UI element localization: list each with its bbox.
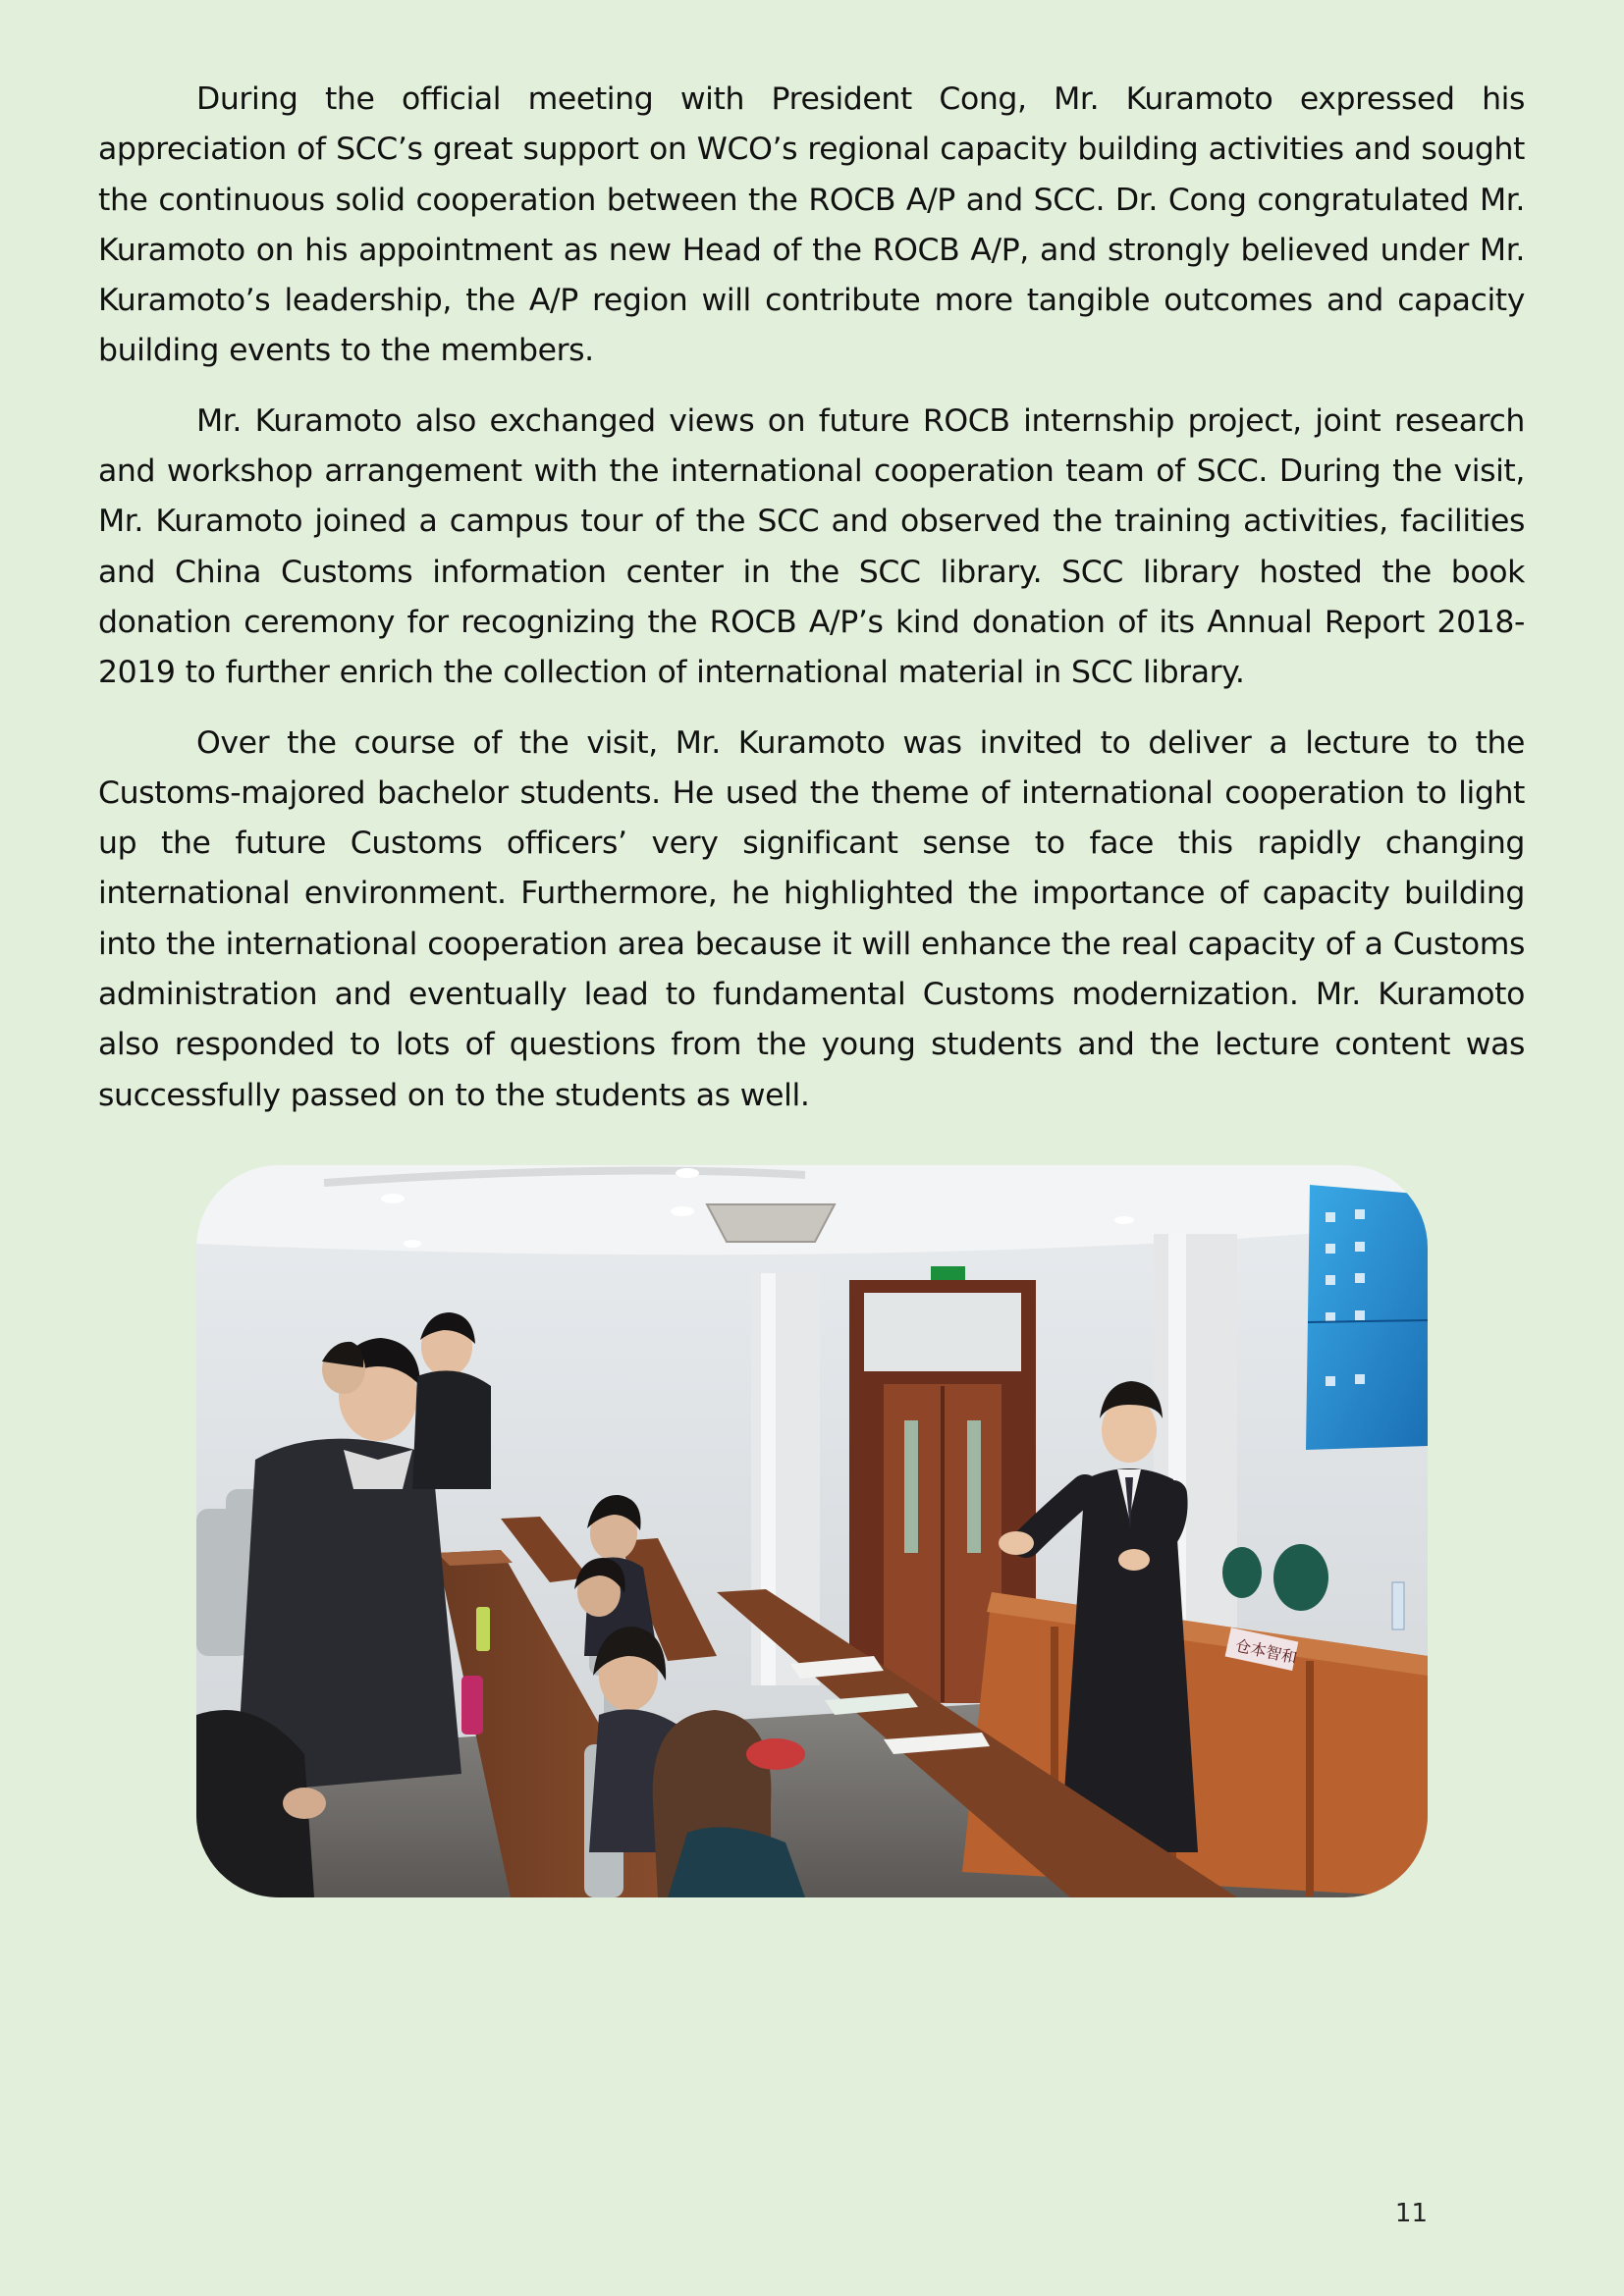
paragraph-1: During the official meeting with President Cong, Mr. Kuramoto expressed his appreciation of SCC’s great support on WCO’s regional capacity building activities and sought the continuous solid cooperation between the ROCB A/P and SCC. Dr. Cong congratulated Mr. Kuramoto on his appointment as new Head of the ROCB A/P, and strongly believed under Mr. Kuramoto’s leadership, the A/P region will contribute more tangible outcomes and capacity building events to the members. — [98, 81, 1525, 369]
paragraph-3: Over the course of the visit, Mr. Kuramoto was invited to deliver a lecture to the Customs-majored bachelor students. He used the theme of international cooperation to light up the future Customs officers’ very significant sense to face this rapidly changing international environment. Furthermore, he highlighted the importance of capacity building into the international cooperation area because it will enhance the real capacity of a Customs administration and eventually lead to fundamental Customs modernization. Mr. Kuramoto also responded to lots of questions from the young students and the lecture content was successfully passed on to the students as well. — [98, 724, 1525, 1113]
lecture-photo — [196, 1165, 1428, 1897]
body-text — [98, 75, 1525, 1141]
lecture-photo-illustration — [196, 1165, 1428, 1897]
page-number: 11 — [1394, 2199, 1428, 2228]
name-plate-text: 仓本智和 — [1233, 1635, 1299, 1668]
paragraph-2: Mr. Kuramoto also exchanged views on future ROCB internship project, joint research and workshop arrangement with the international cooperation team of SCC. During the visit, Mr. Kuramoto joined a campus tour of the SCC and observed the training activities, facilities and China Customs information center in the SCC library. SCC library hosted the book donation ceremony for recognizing the ROCB A/P’s kind donation of its Annual Report 2018-2019 to further enrich the collection of international material in SCC library. — [98, 402, 1525, 691]
